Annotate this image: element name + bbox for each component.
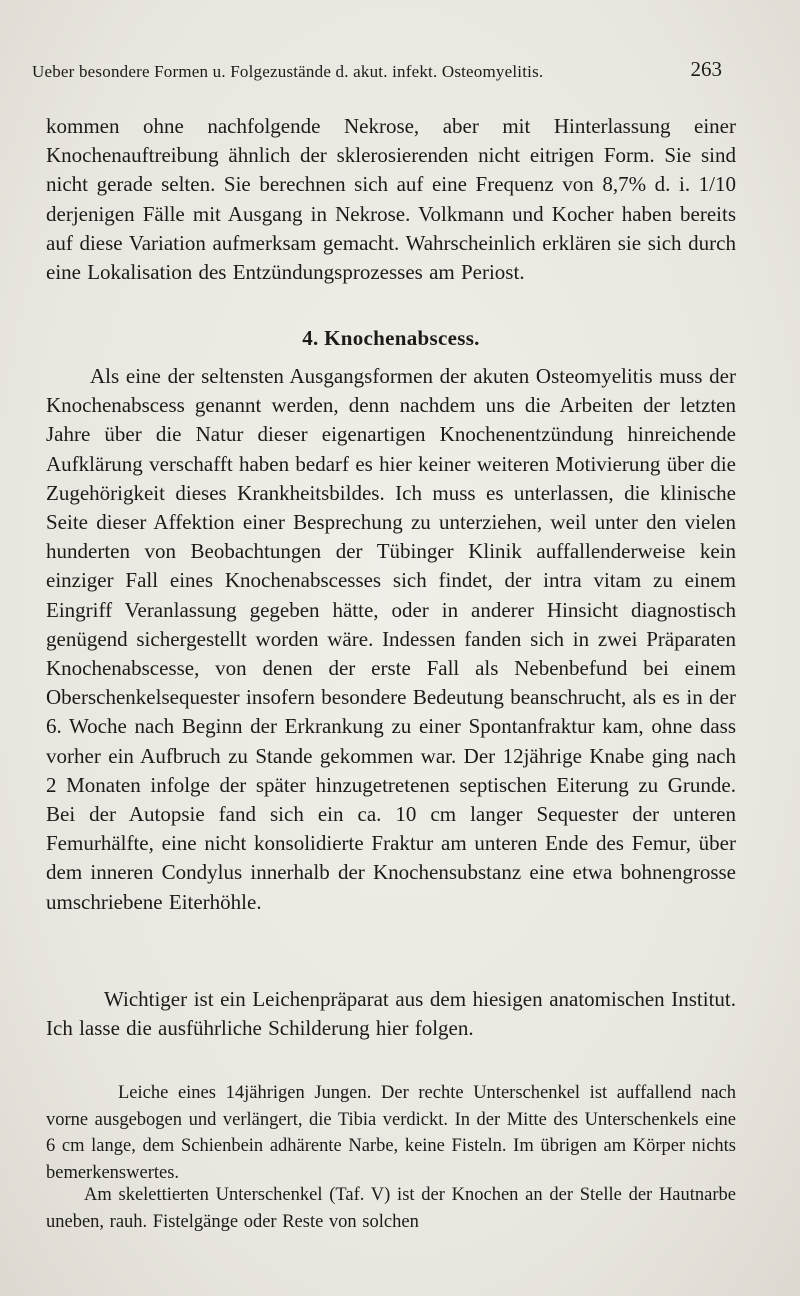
paragraph-4: Leiche eines 14jährigen Jungen. Der rechte Unterschenkel ist auffallend nach vorne ausgebogen und verlängert, die Tibia verdickt. In der Mitte des Unterschenkels eine 6 cm lange, dem Schienbein adhärente Narbe, keine Fisteln. Im übrigen am Körper nichts bemerkenswertes. xyxy=(46,1083,736,1183)
paragraph-2: Als eine der seltensten Ausgangsformen der akuten Osteomyelitis muss der Knochenabscess genannt werden, denn nachdem uns die Arbeiten der letzten Jahre über die Natur dieser eigenartigen Knochenentzündung hinreichende Aufklärung verschafft haben bedarf es hier keiner weiteren Motivierung über die Zugehörigkeit dieses Krankheitsbildes. Ich muss es unterlassen, die klinische Seite dieser Affektion einer Besprechung zu unterziehen, weil unter den vielen hunderten von Beobachtungen der Tübinger Klinik auffallenderweise kein einziger Fall eines Knochenabscesses sich findet, der intra vitam zu einem Eingriff Veranlassung gegeben hätte, oder in anderer Hinsicht diagnostisch genügend sichergestellt worden wäre. Indessen fanden sich in zwei Präparaten Knochenabscesse, von denen der erste Fall als Nebenbefund bei einem Oberschenkelsequester insofern besondere Bedeutung beanschrucht, als es in der 6. Woche nach Beginn der Erkrankung zu einer Spontanfraktur kam, ohne dass vorher ein Aufbruch zu Stande gekommen war. Der 12jährige Knabe ging nach 2 Monaten infolge der später hinzugetretenen septischen Eiterung zu Grunde. Bei der Autopsie fand sich ein ca. 10 cm langer Sequester der unteren Femurhälfte, eine nicht konsolidierte Fraktur am unteren Ende des Femur, über dem inneren Condylus innerhalb der Knochensubstanz eine etwa bohnengrosse umschriebene Eiterhöhle. xyxy=(46,364,736,914)
page-number: 263 xyxy=(690,57,722,81)
paragraph-5: Am skelettierten Unterschenkel (Taf. V) ist der Knochen an der Stelle der Hautnarbe uneben, rauh. Fistelgänge oder Reste von solchen xyxy=(46,1185,736,1232)
section-heading: 4. Knochenabscess. xyxy=(302,326,480,350)
paragraph-1: kommen ohne nachfolgende Nekrose, aber mit Hinterlassung einer Knochenauftreibung ähnlich der sklerosierenden nicht eitrigen Form. Sie sind nicht gerade selten. Sie berechnen sich auf eine Frequenz von 8,7% d. i. 1/10 derjenigen Fälle mit Ausgang in Nekrose. Volkmann und Kocher haben bereits auf diese Variation aufmerksam gemacht. Wahrscheinlich erklären sie sich durch eine Lokalisation des Entzündungsprozesses am Periost. xyxy=(46,114,736,285)
page-header xyxy=(32,57,722,84)
running-title: Ueber besondere Formen u. Folgezustände d. akut. infekt. Osteomyelitis. xyxy=(32,62,544,81)
paragraph-3: Wichtiger ist ein Leichenpräparat aus dem hiesigen anatomischen Institut. Ich lasse die ausführliche Schilderung hier folgen. xyxy=(46,987,736,1041)
